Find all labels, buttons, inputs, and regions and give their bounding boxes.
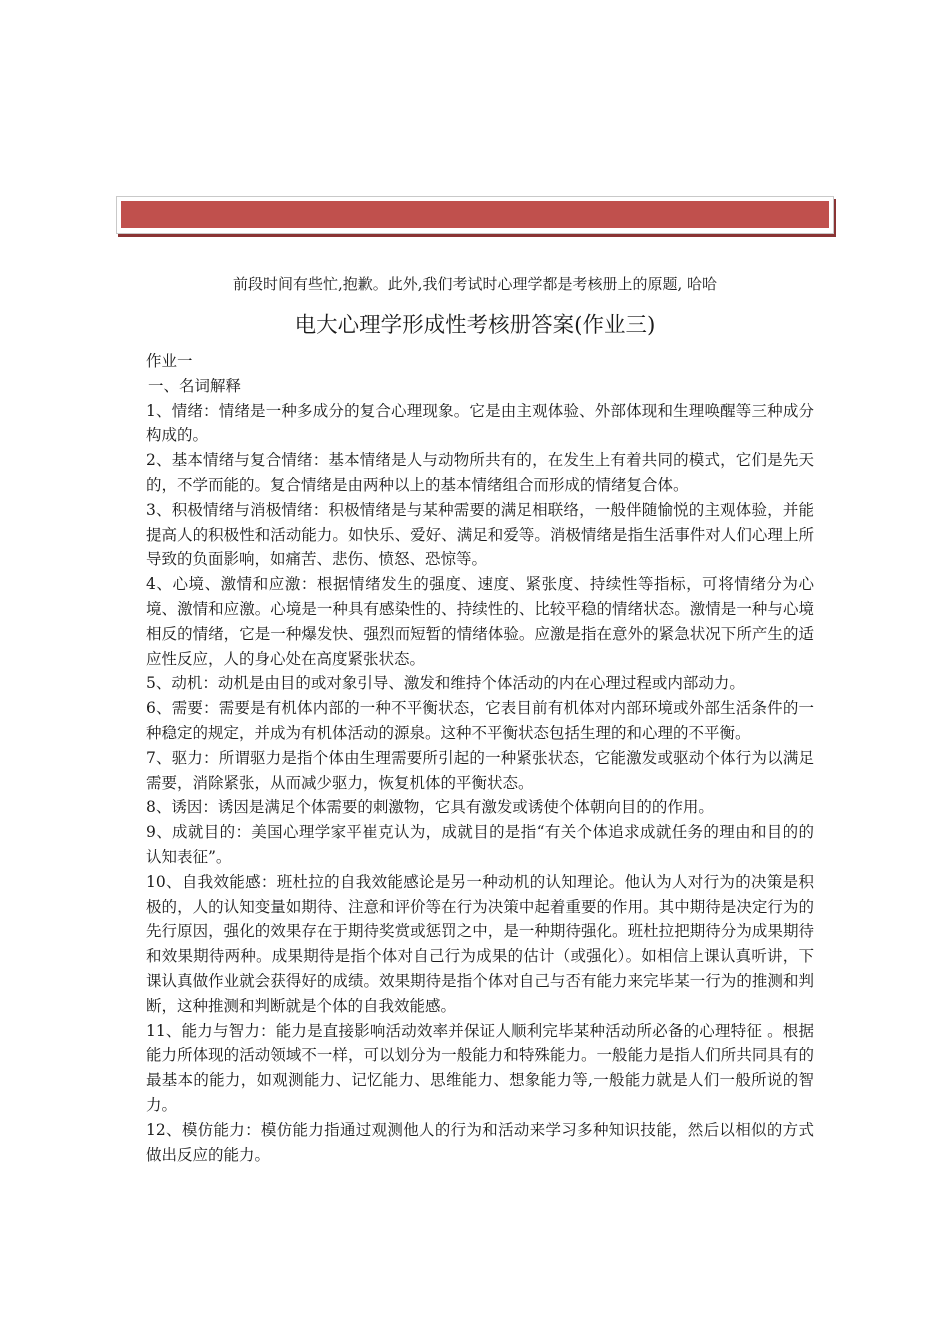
entry-need: 6、需要：需要是有机体内部的一种不平衡状态，它表目前有机体对内部环境或外部生活条件的一种稳定的规定，并成为有机体活动的源泉。这种不平衡状态包括生理的和心理的不平衡。 xyxy=(146,699,814,742)
subsection-heading: 一、名词解释 xyxy=(148,376,242,395)
document-title: 电大心理学形成性考核册答案(作业三) xyxy=(294,313,656,338)
entry-drive: 7、驱力：所谓驱力是指个体由生理需要所引起的一种紧张状态，它能激发或驱动个体行为以满足需要，消除紧张，从而减少驱力，恢复机体的平衡状态。 xyxy=(146,748,814,792)
entry-emotion: 1、情绪：情绪是一种多成分的复合心理现象。它是由主观体验、外部体现和生理唤醒等三种成分构成的。 xyxy=(146,401,814,445)
section-heading: 作业一 xyxy=(146,352,193,370)
entry-basic-complex-emotion: 2、基本情绪与复合情绪：基本情绪是人与动物所共有的，在发生上有着共同的模式，它们是先天的，不学而能的。复合情绪是由两种以上的基本情绪组合而形成的情绪复合体。 xyxy=(146,451,814,494)
entry-imitation-ability: 12、模仿能力：模仿能力指通过观测他人的行为和活动来学习多种知识技能，然后以相似的方式做出反应的能力。 xyxy=(146,1120,814,1164)
document-body xyxy=(146,349,814,1167)
entry-motivation: 5、动机：动机是由目的或对象引导、激发和维持个体活动的内在心理过程或内部动力。 xyxy=(146,674,745,693)
entry-mood-passion-stress: 4、心境、激情和应激：根据情绪发生的强度、速度、紧张度、持续性等指标，可将情绪分为心境、激情和应激。心境是一种具有感染性的、持续性的、比较平稳的情绪状态。激情是一种与心境相反的情绪，它是一种爆发快、强烈而短暂的情绪体验。应激是指在意外的紧急状况下所产生的适应性反应，人的身心处在高度紧张状态。 xyxy=(146,575,814,668)
entry-self-efficacy: 10、自我效能感：班杜拉的自我效能感论是另一种动机的认知理论。他认为人对行为的决策是积极的，人的认知变量如期待、注意和评价等在行为决策中起着重要的作用。其中期待是决定行为的先行原因，强化的效果存在于期待奖赏或惩罚之中，是一种期待强化。班杜拉把期待分为成果期待和效果期待两种。成果期待是指个体对自己行为成果的估计（或强化）。如相信上课认真听讲，下课认真做作业就会获得好的成绩。效果期待是指个体对自己与否有能力来完毕某一行为的推测和判断，这种推测和判断就是个体的自我效能感。 xyxy=(146,872,814,1015)
intro-line: 前段时间有些忙,抱歉。此外,我们考试时心理学都是考核册上的原题, 哈哈 xyxy=(232,275,718,293)
entry-positive-negative-emotion: 3、积极情绪与消极情绪：积极情绪是与某种需要的满足相联络，一般伴随愉悦的主观体验，并能提高人的积极性和活动能力。如快乐、爱好、满足和爱等。消极情绪是指生活事件对人们心理上所导致的负面影响，如痛苦、悲伤、愤怒、恐惊等。 xyxy=(146,500,814,569)
entry-incentive: 8、诱因：诱因是满足个体需要的刺激物，它具有激发或诱使个体朝向目的的作用。 xyxy=(146,798,714,817)
header-banner-fill xyxy=(121,201,829,228)
entry-ability-intelligence: 11、能力与智力：能力是直接影响活动效率并保证人顺利完毕某种活动所必备的心理特征 。根据能力所体现的活动领域不一样，可以划分为一般能力和特殊能力。一般能力是指人们所共同具有的最基本的能力，如观测能力、记忆能力、思维能力、想象能力等,一般能力就是人们一般所说的智力。 xyxy=(146,1021,814,1114)
header-banner xyxy=(116,196,834,234)
entry-achievement-goal: 9、成就目的：美国心理学家平崔克认为，成就目的是指“有关个体追求成就任务的理由和目的的认知表征”。 xyxy=(146,823,814,866)
